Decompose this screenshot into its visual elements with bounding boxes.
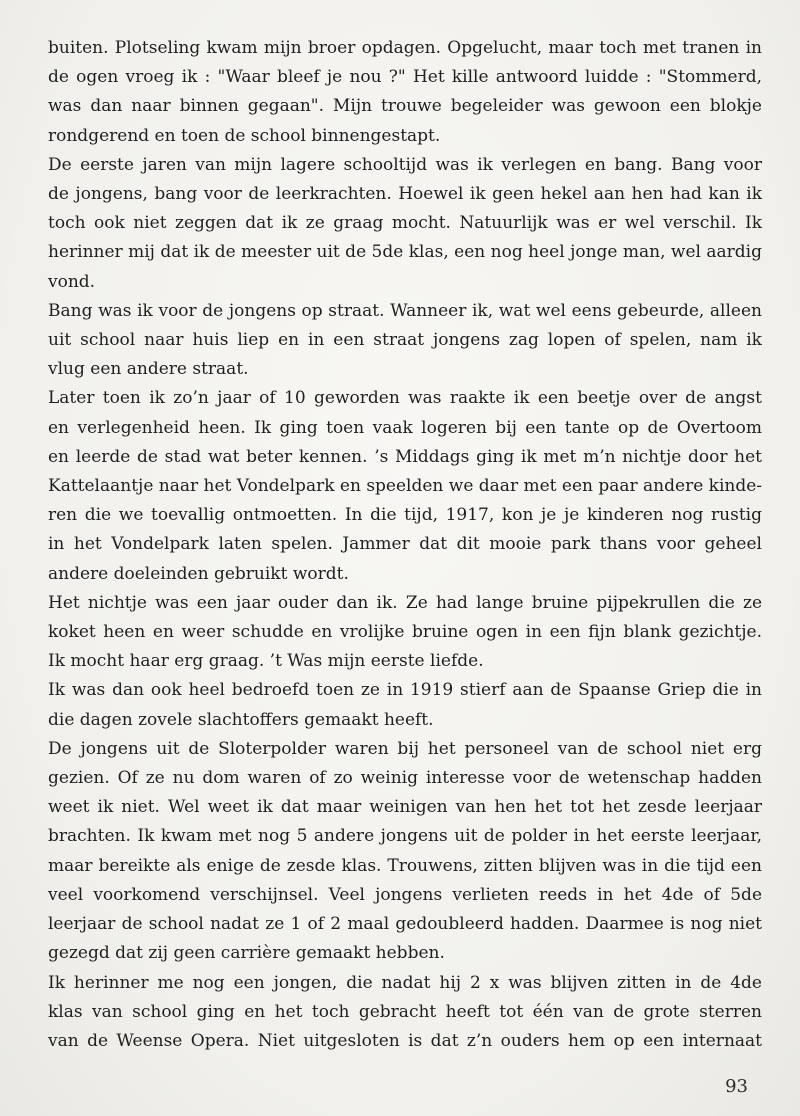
text-line: was dan naar binnen gegaan". Mijn trouwe begeleider was gewoon een blokje (48, 96, 762, 117)
text-line: klas van school ging en het toch gebracht heeft tot één van de grote sterren (48, 1001, 762, 1022)
text-line: weet ik niet. Wel weet ik dat maar weinigen van hen het tot het zesde leerjaar (48, 797, 762, 818)
text-line: en verlegenheid heen. Ik ging toen vaak logeren bij een tante op de Overtoom (48, 417, 762, 438)
text-line: Ik was dan ook heel bedroefd toen ze in 1919 stierf aan de Spaanse Griep die in (48, 680, 762, 701)
text-line: van de Weense Opera. Niet uitgesloten is dat z’n ouders hem op een internaat (48, 1030, 762, 1051)
paragraph (48, 151, 762, 297)
text-line: vlug een andere straat. (48, 359, 249, 380)
text-line: maar bereikte als enige de zesde klas. Trouwens, zitten blijven was in die tijd een (48, 855, 762, 876)
paragraph (48, 34, 762, 151)
text-line: de jongens, bang voor de leerkrachten. Hoewel ik geen hekel aan hen had kan ik (48, 184, 762, 205)
text-line: gezegd dat zij geen carrière gemaakt hebben. (48, 943, 445, 964)
text-line: veel voorkomend verschijnsel. Veel jongens verlieten reeds in het 4de of 5de (48, 884, 762, 905)
text-line: gezien. Of ze nu dom waren of zo weinig interesse voor de wetenschap hadden (48, 768, 762, 789)
text-line: Ik mocht haar erg graag. ’t Was mijn eerste liefde. (48, 651, 484, 672)
text-line: toch ook niet zeggen dat ik ze graag mocht. Natuurlijk was er wel verschil. Ik (48, 213, 762, 234)
text-line: in het Vondelpark laten spelen. Jammer dat dit mooie park thans voor geheel (48, 534, 762, 555)
text-line: Kattelaantje naar het Vondelpark en speelden we daar met een paar andere kinde- (48, 476, 763, 497)
text-line: Bang was ik voor de jongens op straat. Wanneer ik, wat wel eens gebeurde, alleen (48, 300, 762, 321)
text-line: De jongens uit de Sloterpolder waren bij het personeel van de school niet erg (48, 738, 762, 759)
text-line: rondgerend en toen de school binnengestapt. (48, 125, 441, 146)
paragraph (48, 384, 762, 588)
paragraph (48, 735, 762, 969)
text-line: buiten. Plotseling kwam mijn broer opdagen. Opgelucht, maar toch met tranen in (48, 38, 762, 58)
text-line: brachten. Ik kwam met nog 5 andere jongens uit de polder in het eerste leerjaar, (48, 826, 762, 847)
text-line: en leerde de stad wat beter kennen. ’s Middags ging ik met m’n nichtje door het (48, 446, 762, 467)
text-line: De eerste jaren van mijn lagere schooltijd was ik verlegen en bang. Bang voor (48, 154, 762, 175)
page-number: 93 (725, 1076, 748, 1097)
text-line: vond. (48, 271, 96, 292)
paragraph (48, 676, 762, 734)
text-line: leerjaar de school nadat ze 1 of 2 maal gedoubleerd hadden. Daarmee is nog niet (48, 914, 762, 935)
text-line: Ik herinner me nog een jongen, die nadat hij 2 x was blijven zitten in de 4de (48, 972, 762, 993)
text-line: die dagen zovele slachtoffers gemaakt heeft. (48, 709, 434, 730)
text-line: koket heen en weer schudde en vrolijke bruine ogen in een fijn blank gezichtje. (48, 622, 762, 643)
text-line: ren die we toevallig ontmoetten. In die tijd, 1917, kon je je kinderen nog rustig (48, 505, 762, 526)
text-line: Later toen ik zo’n jaar of 10 geworden was raakte ik een beetje over de angst (48, 388, 762, 409)
text-line: herinner mij dat ik de meester uit de 5de klas, een nog heel jonge man, wel aardig (48, 242, 762, 263)
text-line: uit school naar huis liep en in een straat jongens zag lopen of spelen, nam ik (48, 330, 762, 351)
paragraph (48, 297, 762, 385)
paragraph (48, 589, 762, 677)
text-line: Het nichtje was een jaar ouder dan ik. Ze had lange bruine pijpekrullen die ze (48, 592, 762, 613)
page-text (48, 34, 762, 1056)
text-line: de ogen vroeg ik : "Waar bleef je nou ?" Het kille antwoord luidde : "Stommerd, (48, 67, 762, 88)
paragraph (48, 969, 762, 1057)
text-line: andere doeleinden gebruikt wordt. (48, 563, 349, 584)
